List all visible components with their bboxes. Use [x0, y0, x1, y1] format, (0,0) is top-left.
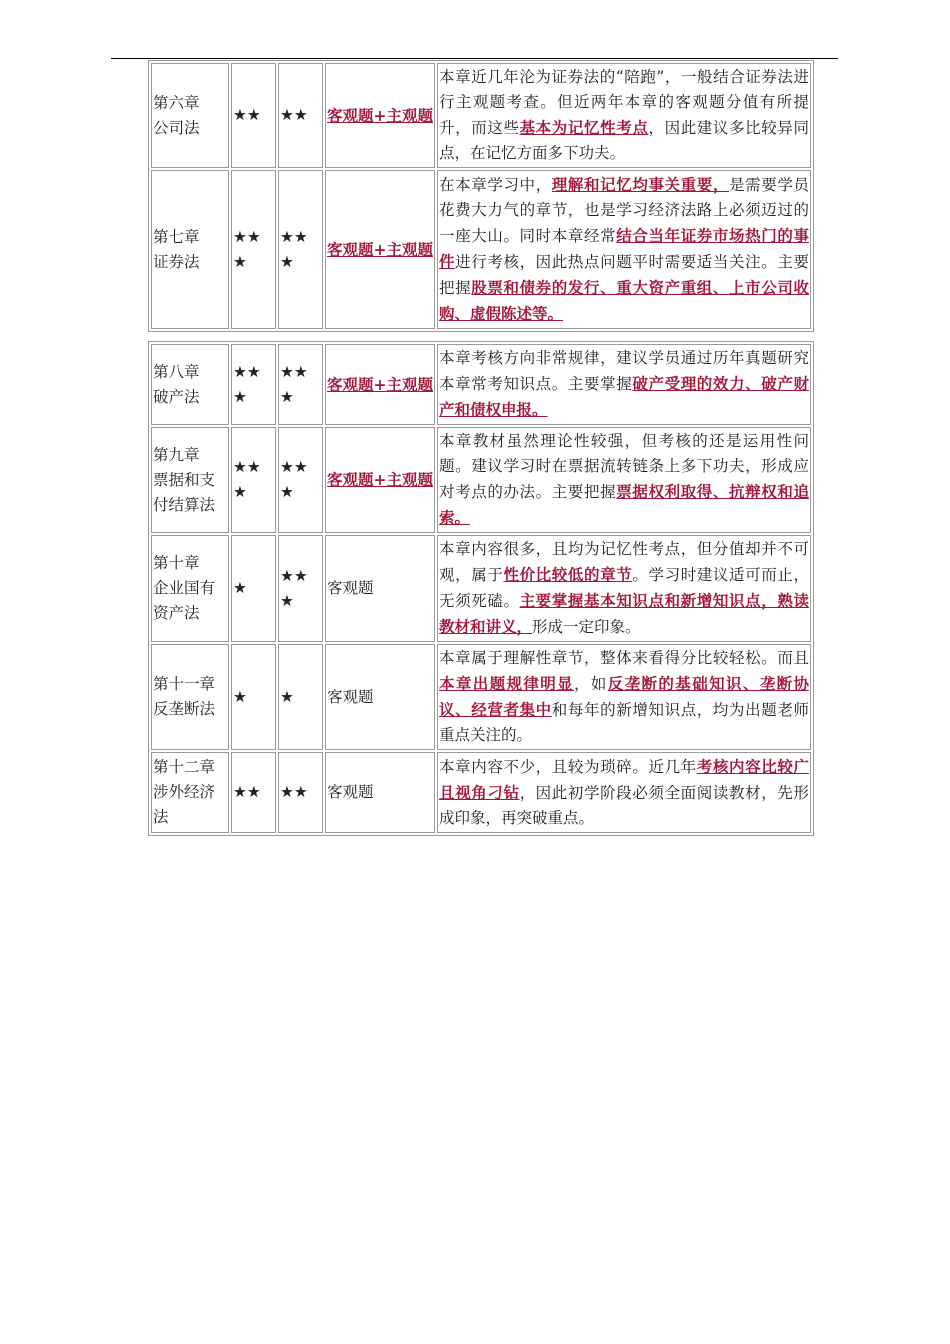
chapter-description	[437, 170, 811, 329]
description-text: ，因此初学阶段必须全面阅读教材，先形成印象，再突破重点。	[439, 784, 809, 827]
chapter-title-line: 企业国有	[153, 579, 216, 597]
question-type-label: 客观题	[327, 783, 374, 801]
description-text: 进行考核，因此热点问题平时需要适当关注。主要把握	[439, 253, 809, 297]
question-type-cell	[325, 752, 435, 833]
highlight-link[interactable]: 股票和债券的发行、重大资产重组、上市公司收购、虚假陈述等。	[439, 278, 809, 323]
chapter-table-part-2	[148, 341, 814, 836]
chapter-cell	[151, 535, 229, 642]
question-type-cell	[325, 427, 435, 533]
table-row	[151, 752, 811, 833]
description-text: 本章教材虽然理论性较强，但考核的还是运用性问题。建议学习时在票据流转链条上多下功夫，形成应对考点的办法。主要把握	[439, 432, 809, 501]
chapter-title-line: 公司法	[153, 118, 200, 137]
importance-stars: ★★	[278, 752, 323, 833]
description-text: 形成一定印象。	[532, 618, 641, 636]
question-type-link[interactable]: 客观题+主观题	[327, 470, 433, 489]
difficulty-stars: ★★★	[231, 427, 276, 533]
header-rule	[111, 58, 838, 59]
question-type-link[interactable]: 客观题+主观题	[327, 105, 433, 125]
table-row	[151, 344, 811, 425]
table-row	[151, 170, 811, 329]
chapter-title-line: 第六章	[153, 93, 200, 112]
chapter-cell	[151, 644, 229, 750]
description-text: 本章属于理解性章节，整体来看得分比较轻松。而且	[439, 649, 809, 667]
chapter-description	[437, 344, 811, 425]
chapter-cell	[151, 170, 229, 329]
chapter-title-line: 反垄断法	[153, 700, 216, 718]
chapter-cell	[151, 344, 229, 425]
highlight-link[interactable]: 理解和记忆均事关重要，	[551, 175, 730, 194]
importance-stars: ★	[278, 644, 323, 750]
description-text: 和每年的新增知识点，均为出题老师重点关注的。	[439, 701, 809, 744]
importance-stars: ★★	[278, 63, 323, 168]
description-text: 本章考核方向非常规律，建议学员通过历年真题研究本章常考知识点。主要掌握	[439, 349, 809, 393]
difficulty-stars: ★★★	[231, 170, 276, 329]
chapter-table-part-1	[148, 60, 814, 332]
highlight-link[interactable]: 反垄断的基础知识、垄断协议、经营者集中	[439, 674, 809, 719]
question-type-link[interactable]: 客观题+主观题	[327, 374, 433, 394]
highlight-link[interactable]: 破产受理的效力、破产财产和债权申报。	[439, 374, 809, 419]
description-text: 。学习时建议适可而止，无须死磕。	[439, 566, 809, 610]
difficulty-stars: ★★★	[231, 344, 276, 425]
chapter-title-line: 第九章	[153, 445, 200, 464]
table-row	[151, 644, 811, 750]
chapter-title-line: 票据和支	[153, 470, 216, 489]
description-text: 本章内容不少，且较为琐碎。近几年	[439, 758, 697, 776]
question-type-cell	[325, 535, 435, 642]
difficulty-stars: ★★	[231, 752, 276, 833]
question-type-cell	[325, 344, 435, 425]
chapter-cell	[151, 63, 229, 168]
highlight-link[interactable]: 主要掌握基本知识点和新增知识点，熟读教材和讲义，	[439, 591, 809, 636]
description-text: 本章近几年沦为证券法的“陪跑”，一般结合证券法进行主观题考查。但近两年本章的客观题分值有所提升，而这些	[439, 68, 809, 137]
table-row	[151, 63, 811, 168]
highlight-link[interactable]: 结合当年证券市场热门的事件	[439, 226, 809, 271]
chapter-cell	[151, 752, 229, 833]
description-text: ，因此建议多比较异同点，在记忆方面多下功夫。	[439, 119, 809, 162]
chapter-title-line: 第八章	[153, 362, 200, 381]
description-text: 是需要学员花费大力气的章节，也是学习经济法路上必须迈过的一座大山。同时本章经常	[439, 176, 809, 245]
difficulty-stars: ★	[231, 535, 276, 642]
difficulty-stars: ★	[231, 644, 276, 750]
chapter-title-line: 第十二章	[153, 758, 216, 776]
question-type-label: 客观题	[327, 579, 374, 597]
question-type-cell	[325, 63, 435, 168]
chapter-description	[437, 644, 811, 750]
chapter-title-line: 证券法	[153, 252, 200, 271]
importance-stars: ★★★	[278, 170, 323, 329]
difficulty-stars: ★★	[231, 63, 276, 168]
chapter-title-line: 涉外经济	[153, 783, 216, 801]
chapter-description	[437, 63, 811, 168]
description-text: 本章内容很多，且均为记忆性考点，但分值却并不可观，属于	[439, 540, 809, 584]
highlight-link[interactable]: 性价比较低的章节	[503, 565, 633, 584]
highlight-link[interactable]: 基本为记忆性考点	[519, 118, 649, 137]
table-row	[151, 427, 811, 533]
chapter-title-line: 付结算法	[153, 495, 216, 514]
highlight-link[interactable]: 本章出题规律明显	[439, 674, 575, 693]
question-type-cell	[325, 644, 435, 750]
chapter-title-line: 第十章	[153, 554, 200, 572]
importance-stars: ★★★	[278, 535, 323, 642]
importance-stars: ★★★	[278, 427, 323, 533]
description-text: 在本章学习中，	[439, 176, 552, 194]
chapter-title-line: 第十一章	[153, 675, 216, 693]
question-type-cell	[325, 170, 435, 329]
chapter-title-line: 破产法	[153, 387, 200, 406]
highlight-link[interactable]: 票据权利取得、抗辩权和追索。	[439, 482, 809, 527]
importance-stars: ★★★	[278, 344, 323, 425]
highlight-link[interactable]: 考核内容比较广且视角刁钻	[439, 757, 809, 802]
chapter-description	[437, 535, 811, 642]
chapter-description	[437, 427, 811, 533]
chapter-title-line: 第七章	[153, 227, 200, 246]
chapter-title-line: 法	[153, 808, 169, 826]
question-type-link[interactable]: 客观题+主观题	[327, 239, 433, 259]
chapter-description	[437, 752, 811, 833]
question-type-label: 客观题	[327, 687, 374, 706]
table-row	[151, 535, 811, 642]
chapter-cell	[151, 427, 229, 533]
description-text: ，如	[574, 675, 608, 693]
chapter-title-line: 资产法	[153, 604, 200, 622]
